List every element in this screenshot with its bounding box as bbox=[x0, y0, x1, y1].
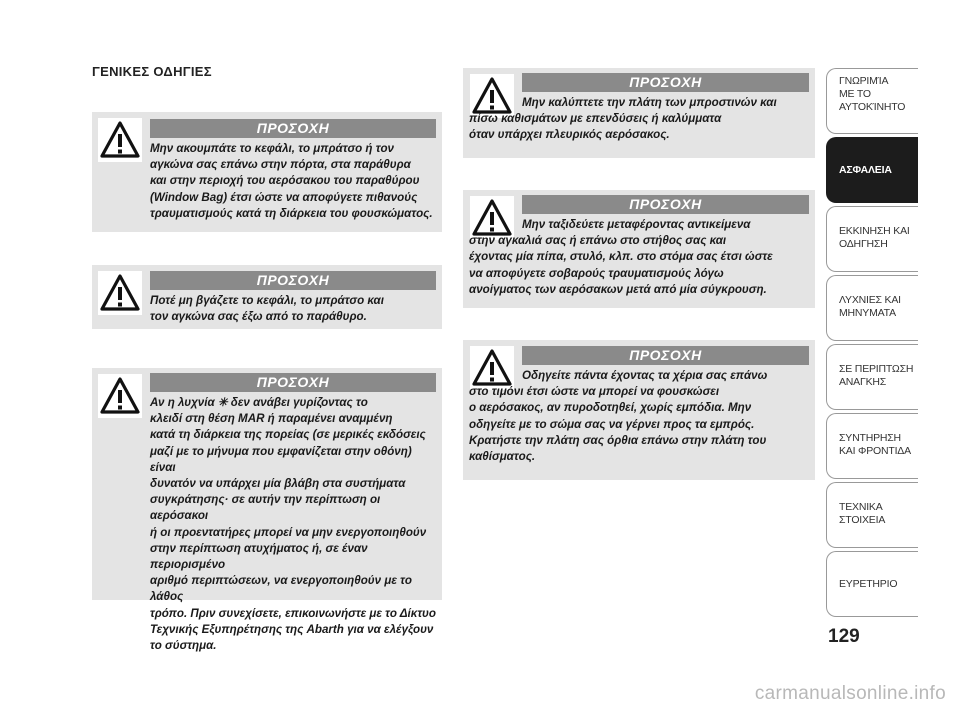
warning-header: ΠΡΟΣΟΧΗ bbox=[522, 195, 809, 214]
warning-header: ΠΡΟΣΟΧΗ bbox=[522, 346, 809, 365]
warning-header: ΠΡΟΣΟΧΗ bbox=[150, 373, 436, 392]
chapter-tabs bbox=[826, 68, 918, 616]
tab-label: ΑΣΦΑΛΕΙΑ bbox=[839, 164, 892, 176]
tab-technical-specs[interactable] bbox=[826, 482, 918, 548]
warning-triangle-icon bbox=[98, 271, 142, 315]
tab-label: ΣΕ ΠΕΡΙΠΤΩΣΗ ΑΝΑΓΚΗΣ bbox=[839, 363, 914, 388]
tab-getting-to-know-car[interactable] bbox=[826, 68, 918, 134]
warning-text: Μην ακουμπάτε το κεφάλι, το μπράτσο ή τον αγκώνα σας επάνω στην πόρτα, στα παράθυρα και στην περιοχή του αερόσακου του παραθύρου (Window Bag) έτσι ώστε να αποφύγετε πιθανούς τραυματισμούς κατά τη διάρκεια του φουσκώματος. bbox=[150, 142, 433, 220]
tab-label: ΣΥΝΤΗΡΗΣΗ ΚΑΙ ΦΡΟΝΤΙΔΑ bbox=[839, 432, 911, 457]
tab-label: ΓΝΩΡΙΜΊΑ ΜΕ ΤΟ ΑΥΤΟΚΊΝΗΤΟ bbox=[839, 75, 906, 113]
tab-index[interactable] bbox=[826, 551, 918, 617]
tab-warning-lights[interactable] bbox=[826, 275, 918, 341]
warning-text: Μην ταξιδεύετε μεταφέροντας αντικείμενα στην αγκαλιά σας ή επάνω στο στήθος σας και έχοντας μία πίπα, στυλό, κλπ. στο στόμα σας έτσι ώστε να αποφύγετε σοβαρούς τραυματισμούς λόγω ανοίγματος των αερόσακων μετά από μία σύγκρουση. bbox=[469, 218, 773, 296]
tab-label: ΕΚΚΙΝΗΣΗ ΚΑΙ ΟΔΗΓΗΣΗ bbox=[839, 225, 910, 250]
warning-box-right-2 bbox=[463, 190, 815, 308]
warning-triangle-icon bbox=[98, 374, 142, 418]
tab-starting-driving[interactable] bbox=[826, 206, 918, 272]
warning-box-left-1 bbox=[92, 112, 442, 232]
warning-text: Αν η λυχνία ✳ δεν ανάβει γυρίζοντας το κλειδί στη θέση MAR ή παραμένει αναμμένη κατά τη διάρκεια της πορείας (σε μερικές εκδόσεις μαζί με το μήνυμα που εμφανίζεται στην οθόνη) είναι δυνατόν να υπάρχει μία βλάβη στα συστήματα συγκράτησης· σε αυτήν την περίπτωση οι αερόσακοι ή οι προεντατήρες μπορεί να μην ενεργοποιηθούν στην περίπτωση ατυχήματος ή, σε έναν περιορισμένο αριθμό περιπτώσεων, να ενεργοποιηθούν με το λάθος τρόπο. Πριν συνεχίσετε, επικοινωνήστε με το Δίκτυο Τεχνικής Εξυπηρέτησης της Abarth για να ελέγξουν το σύστημα. bbox=[150, 396, 436, 653]
warning-text: Οδηγείτε πάντα έχοντας τα χέρια σας επάνω στο τιμόνι έτσι ώστε να μπορεί να φουσκώσει ο αερόσακος, αν πυροδοτηθεί, χωρίς εμπόδια. Μην οδηγείτε με το σώμα σας να γέρνει προς τα εμπρός. Κρατήστε την πλάτη σας όρθια επάνω στην πλάτη του καθίσματος. bbox=[469, 369, 768, 464]
section-title: ΓΕΝΙΚΕΣ ΟΔΗΓΙΕΣ bbox=[92, 64, 212, 79]
warning-text: Ποτέ μη βγάζετε το κεφάλι, το μπράτσο και τον αγκώνα σας έξω από το παράθυρο. bbox=[150, 294, 384, 324]
warning-header: ΠΡΟΣΟΧΗ bbox=[522, 73, 809, 92]
tab-label: ΕΥΡΕΤΗΡΙΟ bbox=[839, 578, 898, 590]
tab-maintenance[interactable] bbox=[826, 413, 918, 479]
tab-label: ΛΥΧΝΙΕΣ ΚΑΙ ΜΗΝΥΜΑΤΑ bbox=[839, 294, 901, 319]
warning-box-right-3 bbox=[463, 340, 815, 480]
warning-header: ΠΡΟΣΟΧΗ bbox=[150, 119, 436, 138]
warning-box-left-3 bbox=[92, 368, 442, 653]
warning-triangle-icon bbox=[98, 118, 142, 162]
tab-label: ΤΕΧΝΙΚΑ ΣΤΟΙΧΕΙΑ bbox=[839, 501, 886, 526]
tab-safety[interactable] bbox=[826, 137, 918, 203]
tab-emergency[interactable] bbox=[826, 344, 918, 410]
warning-header: ΠΡΟΣΟΧΗ bbox=[150, 271, 436, 290]
warning-box-left-2 bbox=[92, 265, 442, 329]
warning-box-right-1 bbox=[463, 68, 815, 158]
page-number: 129 bbox=[828, 626, 860, 647]
watermark: carmanualsonline.info bbox=[754, 683, 946, 704]
warning-text: Μην καλύπτετε την πλάτη των μπροστινών και πίσω καθισμάτων με επενδύσεις ή καλύμματα όταν υπάρχει πλευρικός αερόσακος. bbox=[469, 96, 777, 142]
